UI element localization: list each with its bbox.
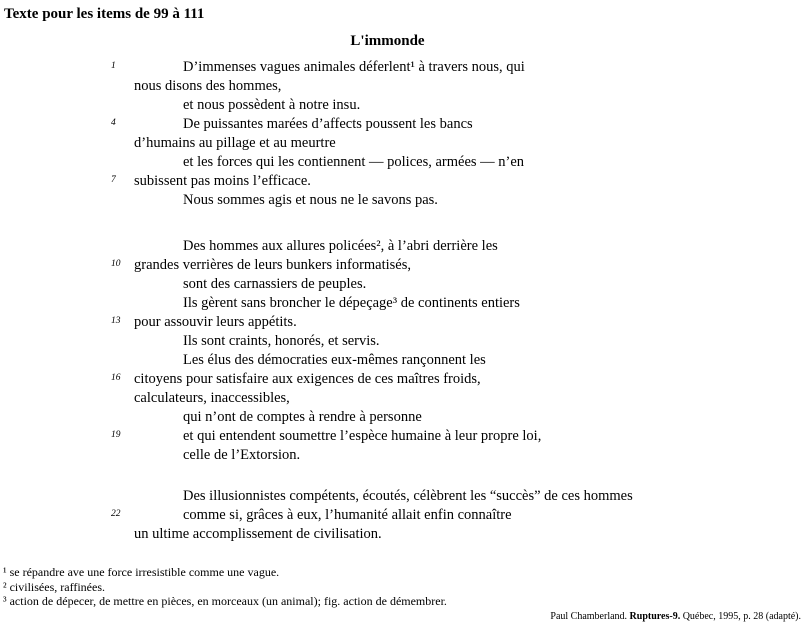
stanza-3	[111, 487, 794, 544]
poem-line-text: et nous possèdent à notre insu.	[183, 97, 361, 113]
document-header: Texte pour les items de 99 à 111	[4, 6, 205, 22]
line-number: 22	[111, 509, 121, 519]
poem-line-text: et qui entendent soumettre l’espèce humaine à leur propre loi,	[183, 428, 542, 444]
poem-line	[111, 58, 794, 77]
poem-line-text: Des hommes aux allures policées², à l’abri derrière les	[183, 238, 498, 254]
footnote-1: ¹ se répandre ave une force irresistible comme une vague.	[3, 565, 280, 579]
poem-line	[134, 153, 794, 172]
poem-line-text: sont des carnassiers de peuples.	[183, 276, 367, 292]
poem-line	[134, 77, 794, 96]
poem-line-text: celle de l’Extorsion.	[183, 447, 301, 463]
poem-line-text: subissent pas moins l’efficace.	[134, 173, 311, 189]
poem-line-text: pour assouvir leurs appétits.	[134, 314, 297, 330]
poem-line	[134, 408, 794, 427]
poem-line	[111, 172, 794, 191]
poem-title: L'immonde	[350, 33, 425, 49]
stanza-2	[111, 237, 794, 465]
poem-line	[111, 256, 794, 275]
poem-line-text: citoyens pour satisfaire aux exigences de ces maîtres froids,	[134, 371, 481, 387]
poem-line-text: calculateurs, inaccessibles,	[134, 390, 290, 406]
poem-line-text: et les forces qui les contiennent — polices, armées — n’en	[183, 154, 525, 170]
poem-line-text: Nous sommes agis et nous ne le savons pas.	[183, 192, 438, 208]
poem-line	[134, 389, 794, 408]
poem-line	[111, 370, 794, 389]
poem-line	[134, 191, 794, 210]
poem-line	[134, 351, 794, 370]
stanza-1	[111, 58, 794, 210]
poem-line-text: Les élus des démocraties eux-mêmes rançonnent les	[183, 352, 486, 368]
footnote-3: ³ action de dépecer, de mettre en pièces, en morceaux (un animal); fig. action de démembrer.	[3, 594, 447, 608]
poem-line-text: d’humains au pillage et au meurtre	[134, 135, 336, 151]
poem-line-text: Des illusionnistes compétents, écoutés, célèbrent les “succès” de ces hommes	[183, 488, 633, 504]
poem-line	[134, 275, 794, 294]
citation-work-title: Ruptures-9.	[629, 611, 681, 622]
poem-line	[134, 96, 794, 115]
line-number: 4	[111, 118, 116, 128]
line-number: 16	[111, 373, 121, 383]
poem-line-text: Ils gèrent sans broncher le dépeçage³ de continents entiers	[183, 295, 520, 311]
poem-line-text: un ultime accomplissement de civilisation.	[134, 526, 382, 542]
citation-author: Paul Chamberland.	[550, 611, 630, 622]
poem-line-text: qui n’ont de comptes à rendre à personne	[183, 409, 422, 425]
poem-line	[134, 332, 794, 351]
poem-line-text: comme si, grâces à eux, l’humanité allait enfin connaître	[183, 507, 512, 523]
poem-line	[111, 313, 794, 332]
citation-detail: Québec, 1995, p. 28 (adapté).	[680, 611, 801, 622]
footnote-2: ² civilisées, raffinées.	[3, 579, 106, 594]
poem-line	[134, 446, 794, 465]
poem-line	[134, 525, 794, 544]
poem-line-text: Ils sont craints, honorés, et servis.	[183, 333, 380, 349]
line-number: 10	[111, 259, 121, 269]
poem-line	[134, 134, 794, 153]
footnotes	[3, 565, 447, 609]
poem-line	[111, 427, 794, 446]
poem-body	[111, 58, 794, 544]
poem-line	[134, 487, 794, 506]
line-number: 1	[111, 61, 116, 71]
line-number: 7	[111, 175, 116, 185]
poem-line	[111, 506, 794, 525]
source-citation	[550, 611, 801, 622]
poem-line-text: nous disons des hommes,	[134, 78, 282, 94]
poem-line	[134, 294, 794, 313]
poem-line	[111, 115, 794, 134]
poem-line-text: De puissantes marées d’affects poussent les bancs	[183, 116, 473, 132]
poem-line-text: grandes verrières de leurs bunkers informatisés,	[134, 257, 412, 273]
poem-line	[134, 237, 794, 256]
line-number: 19	[111, 430, 121, 440]
line-number: 13	[111, 316, 121, 326]
poem-line-text: D’immenses vagues animales déferlent¹ à travers nous, qui	[183, 59, 525, 75]
